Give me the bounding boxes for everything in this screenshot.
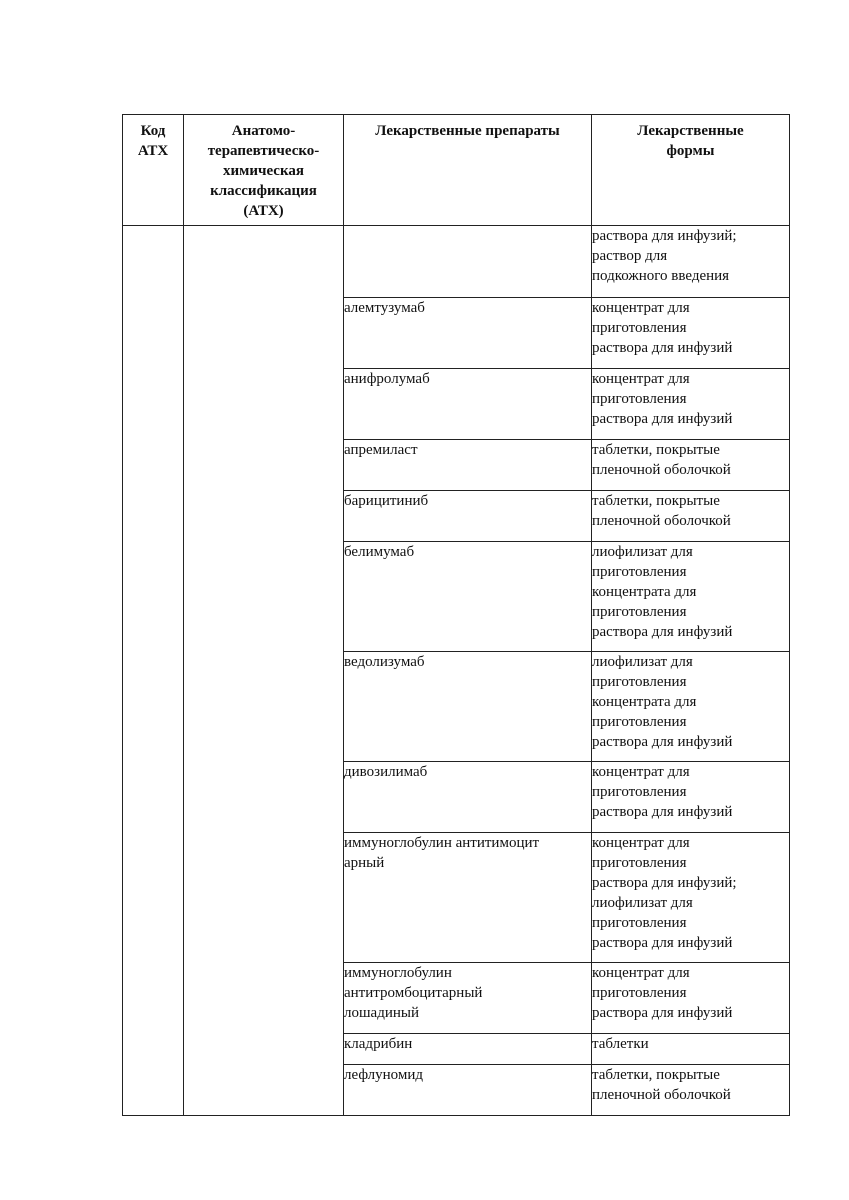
header-atx-code: Код АТХ [123, 115, 184, 226]
drug-name-cell: лефлуномид [344, 1065, 592, 1116]
drug-name-cell: ведолизумаб [344, 652, 592, 762]
dosage-form-cell: раствора для инфузий; раствор для подкожного введения [592, 226, 790, 298]
dosage-form-cell: таблетки, покрытые пленочной оболочкой [592, 491, 790, 542]
header-atx-classification: Анатомо- терапевтическо- химическая классификация (АТХ) [184, 115, 344, 226]
drug-name-cell: иммуноглобулин антитромбоцитарный лошадиный [344, 963, 592, 1034]
drug-name-cell: алемтузумаб [344, 298, 592, 369]
table-header-row [123, 115, 790, 226]
drug-name-cell [344, 226, 592, 298]
drug-classification-table [122, 114, 790, 1116]
dosage-form-cell: таблетки [592, 1034, 790, 1065]
header-drugs: Лекарственные препараты [344, 115, 592, 226]
dosage-form-cell: концентрат для приготовления раствора для инфузий [592, 298, 790, 369]
drug-name-cell: апремиласт [344, 440, 592, 491]
table-body [123, 226, 790, 1116]
dosage-form-cell: концентрат для приготовления раствора для инфузий [592, 762, 790, 833]
table-row [123, 226, 790, 298]
drug-name-cell: белимумаб [344, 542, 592, 652]
header-dosage-forms: Лекарственные формы [592, 115, 790, 226]
dosage-form-cell: концентрат для приготовления раствора для инфузий [592, 963, 790, 1034]
atx-code-cell [123, 226, 184, 1116]
dosage-form-cell: концентрат для приготовления раствора для инфузий [592, 369, 790, 440]
drug-name-cell: барицитиниб [344, 491, 592, 542]
atx-classification-cell [184, 226, 344, 1116]
dosage-form-cell: таблетки, покрытые пленочной оболочкой [592, 440, 790, 491]
dosage-form-cell: концентрат для приготовления раствора для инфузий; лиофилизат для приготовления раствора для инфузий [592, 833, 790, 963]
drug-name-cell: кладрибин [344, 1034, 592, 1065]
dosage-form-cell: лиофилизат для приготовления концентрата для приготовления раствора для инфузий [592, 542, 790, 652]
dosage-form-cell: лиофилизат для приготовления концентрата для приготовления раствора для инфузий [592, 652, 790, 762]
dosage-form-cell: таблетки, покрытые пленочной оболочкой [592, 1065, 790, 1116]
drug-name-cell: анифролумаб [344, 369, 592, 440]
drug-name-cell: иммуноглобулин антитимоцит арный [344, 833, 592, 963]
drug-name-cell: дивозилимаб [344, 762, 592, 833]
